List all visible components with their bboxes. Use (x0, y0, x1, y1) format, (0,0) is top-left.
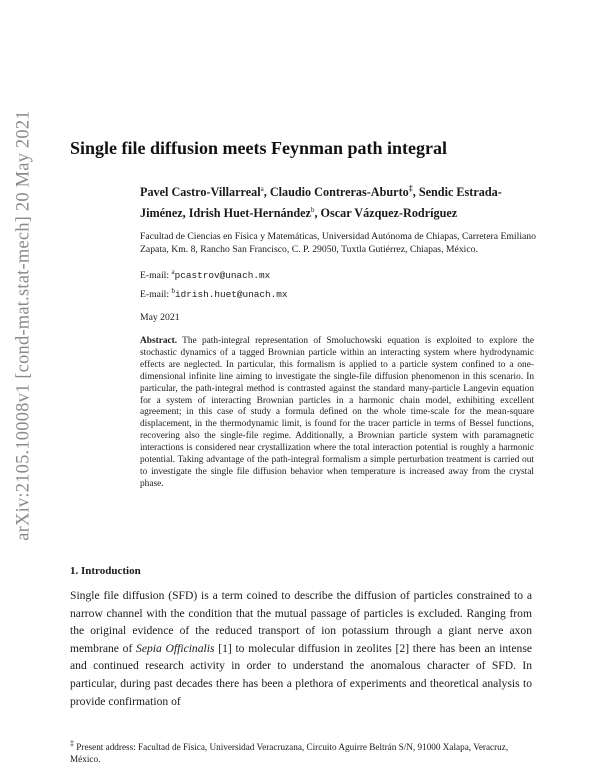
arxiv-identifier: arXiv:2105.10008v1 [cond-mat.stat-mech] 20 May 2021 (13, 109, 34, 541)
species-name: Sepia Officinalis (136, 641, 215, 655)
abstract-label: Abstract. (140, 336, 178, 346)
intro-paragraph (70, 587, 532, 710)
arxiv-side-stamp (10, 30, 38, 620)
email-mark: b (171, 287, 175, 295)
email-label: E-mail: (140, 289, 172, 301)
author-1-mark: a (260, 185, 264, 193)
intro-text-part-1: Single file diffusion (SFD) is a term coined to describe the diffusion of particles constrained to a narrow channel with the condition that the mutual passage of particles is excluded. Ranging from the original evidence of the reduced transport of ion potassium through a giant nerve axon membrane of (70, 589, 532, 655)
email-address-link[interactable]: pcastrov@unach.mx (174, 270, 271, 282)
author-2-mark: ‡ (408, 184, 413, 193)
email-address-link[interactable]: idrish.huet@unach.mx (174, 289, 288, 301)
email-line-1 (140, 268, 270, 281)
intro-text-part-2: [1] to molecular diffusion in zeolites [2] there has been an intense and continued research activity in order to understand the anomalous character of SFD. In particular, during past decades there has been a plethora of experiments and theoretical analysis to provide confirmation of (70, 641, 532, 708)
author-3: Sendic Estrada-Jiménez (140, 185, 502, 220)
author-2: Claudio Contreras-Aburto (269, 185, 409, 200)
abstract-text: The path-integral representation of Smoluchowski equation is exploited to explore the stochastic dynamics of a tagged Brownian particle within an interacting system where hydrodynamic effects are neglected. In particular, this formalism is applied to a particle system confined to a one-dimensional infinite line aiming to investigate the single-file diffusion phenomenon in this scenario. In particular, the path-integral method is contrasted against the standard many-particle Langevin equation for a system of interacting Brownian particles in a harmonic chain model, exhibiting excellent agreement; in this case of study a formula defined on the whole time-scale for the mean-square displacement, in the thermodynamic limit, is found for the tracer particle in terms of Bessel functions, recovering also the single-file regime. Additionally, a Brownian particle system with paramagnetic interactions is considered near crystallization where the total interaction potential is roughly a harmonic potential. Taking advantage of the path-integral formalism a simple perturbation treatment is carried out to investigate the single file diffusion behavior when temperature is increased away from the crystal phase. (140, 336, 534, 489)
author-1: Pavel Castro-Villarreal (140, 185, 261, 200)
email-mark: a (171, 268, 175, 276)
email-label: E-mail: (140, 270, 172, 282)
footnote-mark: ‡ (70, 739, 74, 748)
author-4-mark: b (310, 205, 315, 214)
section-heading: 1. Introduction (70, 565, 141, 577)
email-line-2 (140, 287, 288, 300)
affiliation: Facultad de Ciencias en Física y Matemáticas, Universidad Autónoma de Chiapas, Carretera Emiliano Zapata, Km. 8, Rancho San Francisco, C. P. 29050, Tuxtla Gutiérrez, Chiapas, México. (140, 231, 536, 255)
author-5: Oscar Vázquez-Rodríguez (320, 205, 458, 220)
author-list: Pavel Castro-Villarreal$^a$, Claudio Contreras-Aburto‡, Sendic Estrada-Jiménez, Idrish Huet-Hernández$^b$, Oscar Vázquez-Rodríguez (140, 184, 502, 220)
abstract (140, 336, 534, 491)
publication-date: May 2021 (140, 312, 180, 323)
author-4: Idrish Huet-Hernández (188, 205, 311, 220)
footnote-text: Present address: Facultad de Física, Universidad Veracruzana, Circuito Aguirre Beltrán S/N, 91000 Xalapa, Veracruz, México. (70, 742, 509, 765)
paper-title: Single file diffusion meets Feynman path integral (70, 138, 447, 158)
footnote (70, 738, 534, 765)
